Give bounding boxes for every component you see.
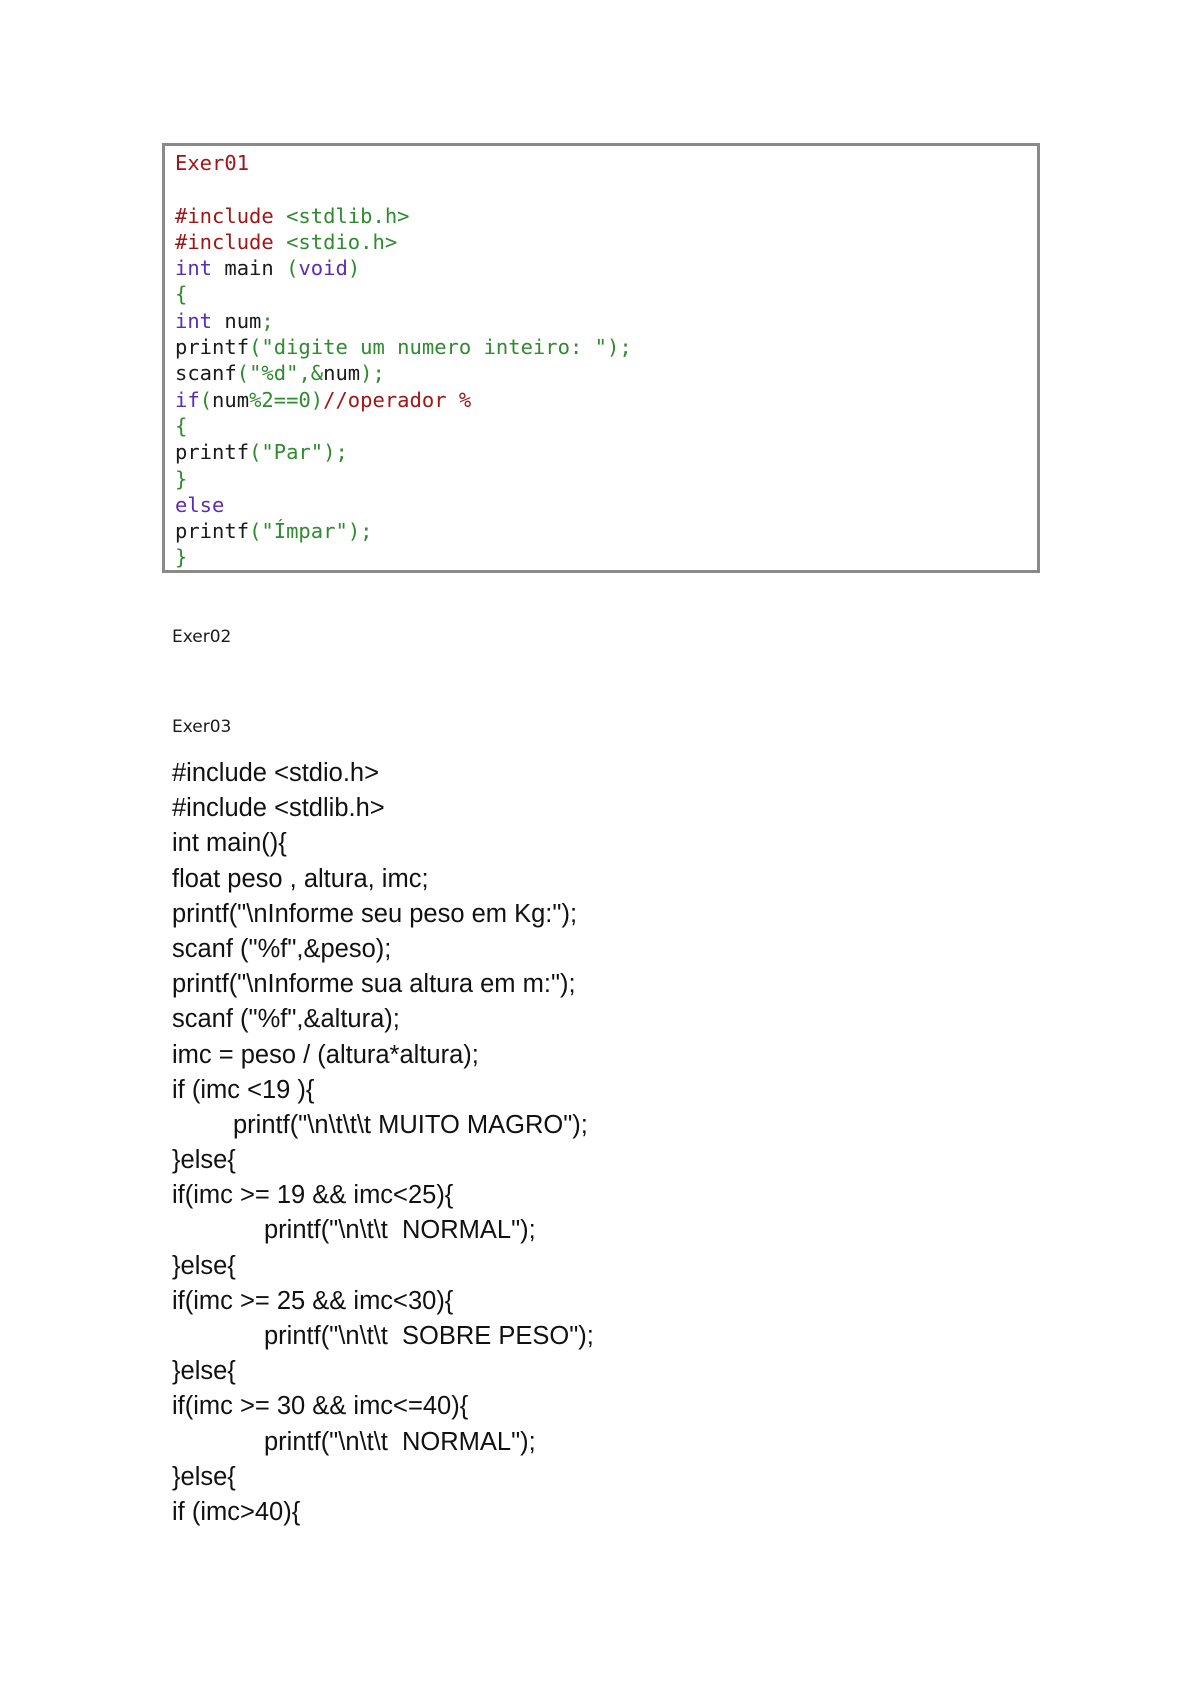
- code-token: "Par": [261, 440, 324, 465]
- exer01-code-line: [175, 492, 632, 518]
- code-token: (: [199, 387, 213, 412]
- code-token: main: [212, 256, 287, 281]
- exer03-code-line: int main(){: [172, 829, 287, 858]
- exer03-code-line: if(imc >= 30 && imc<=40){: [172, 1392, 469, 1421]
- code-token: #include: [175, 229, 287, 254]
- code-token: (: [236, 361, 250, 386]
- exer01-code-line: [175, 203, 632, 229]
- exer01-code-line: [175, 281, 632, 307]
- exer02-label: Exer02: [172, 627, 232, 647]
- code-token: "Ímpar": [261, 519, 348, 544]
- exer01-title: Exer01: [175, 151, 250, 175]
- exer01-code-line: [175, 413, 632, 439]
- exer01-code-line: [175, 255, 632, 281]
- exer01-code-line: [175, 360, 632, 386]
- exer03-code-line: if (imc>40){: [172, 1497, 301, 1526]
- code-token: ;: [261, 308, 274, 333]
- code-token: printf: [175, 335, 250, 360]
- exer03-code-line: }else{: [172, 1462, 236, 1491]
- code-token: num: [212, 387, 250, 412]
- code-token: (: [249, 519, 262, 544]
- code-token: ): [310, 387, 324, 412]
- code-token: );: [347, 519, 373, 544]
- code-token: int: [175, 256, 213, 281]
- code-token: {: [175, 282, 188, 307]
- code-token: );: [323, 440, 348, 465]
- code-token: %: [249, 387, 262, 412]
- code-token: );: [606, 335, 632, 360]
- code-token: if: [175, 387, 200, 412]
- code-token: printf: [175, 519, 250, 544]
- exer03-code-line: scanf ("%f",&altura);: [172, 1005, 400, 1034]
- exer03-label: Exer03: [172, 717, 232, 737]
- code-token: int: [175, 308, 213, 333]
- exer01-code-line: [175, 229, 632, 255]
- exer03-code-line: imc = peso / (altura*altura);: [172, 1040, 479, 1069]
- exer01-code-line: [175, 544, 632, 570]
- exer03-code-line: printf("\n\t\t SOBRE PESO");: [264, 1322, 594, 1350]
- exer03-code-line: if(imc >= 19 && imc<25){: [172, 1181, 454, 1210]
- exer03-code-line: printf("\n\t\t\t MUITO MAGRO");: [233, 1110, 588, 1139]
- exer03-code-line: #include <stdio.h>: [172, 759, 379, 787]
- exer03-code-line: scanf ("%f",&peso);: [172, 934, 392, 963]
- exer03-code-line: }else{: [172, 1357, 236, 1386]
- code-token: printf: [175, 440, 250, 465]
- exer03-code-line: printf("\n\t\t NORMAL");: [264, 1216, 536, 1245]
- exer03-code-line: #include <stdlib.h>: [172, 794, 385, 823]
- code-token: 2: [261, 387, 274, 412]
- exer01-code-line: [175, 439, 632, 465]
- exer03-code-line: if(imc >= 25 && imc<30){: [172, 1286, 454, 1315]
- code-token: num: [212, 308, 262, 333]
- exer03-code-line: }else{: [172, 1251, 236, 1280]
- code-token: (: [286, 256, 299, 281]
- exer03-code-line: }else{: [172, 1146, 236, 1175]
- exer01-code-lines: [175, 150, 632, 571]
- code-token: #include: [175, 203, 287, 228]
- code-token: num: [323, 361, 361, 386]
- code-token: <stdlib.h>: [286, 203, 410, 228]
- code-token: );: [360, 361, 385, 386]
- code-token: (: [249, 335, 262, 360]
- code-token: void: [298, 256, 348, 281]
- exer01-code-line: [175, 308, 632, 334]
- exer01-code-line: [175, 387, 632, 413]
- exer01-blank-line: [175, 176, 632, 202]
- code-token: 0: [298, 387, 311, 412]
- exer01-code-line: [175, 518, 632, 544]
- code-token: }: [175, 545, 188, 570]
- exer03-code-line: printf("\n\t\t NORMAL");: [264, 1427, 536, 1456]
- exer03-code: [172, 756, 594, 1530]
- exer01-code-box: [162, 143, 1040, 573]
- exer03-code-line: if (imc <19 ){: [172, 1075, 315, 1104]
- exer01-code-line: [175, 334, 632, 360]
- code-token: //operador %: [323, 387, 472, 412]
- code-token: (: [249, 440, 262, 465]
- exer03-code-line: float peso , altura, imc;: [172, 864, 429, 893]
- code-token: ): [347, 256, 361, 281]
- exer03-code-line: printf("\nInforme sua altura em m:");: [172, 970, 576, 999]
- code-token: {: [175, 413, 188, 438]
- code-token: else: [175, 492, 225, 517]
- code-token: "digite um numero inteiro: ": [261, 335, 607, 360]
- code-token: ,&: [298, 361, 324, 386]
- exer03-code-line: printf("\nInforme seu peso em Kg:");: [172, 899, 578, 928]
- code-token: <stdio.h>: [286, 229, 398, 254]
- code-token: "%d": [249, 361, 299, 386]
- code-token: ==: [273, 387, 299, 412]
- code-token: }: [175, 466, 188, 491]
- code-token: scanf: [175, 361, 237, 386]
- exer01-code-line: [175, 466, 632, 492]
